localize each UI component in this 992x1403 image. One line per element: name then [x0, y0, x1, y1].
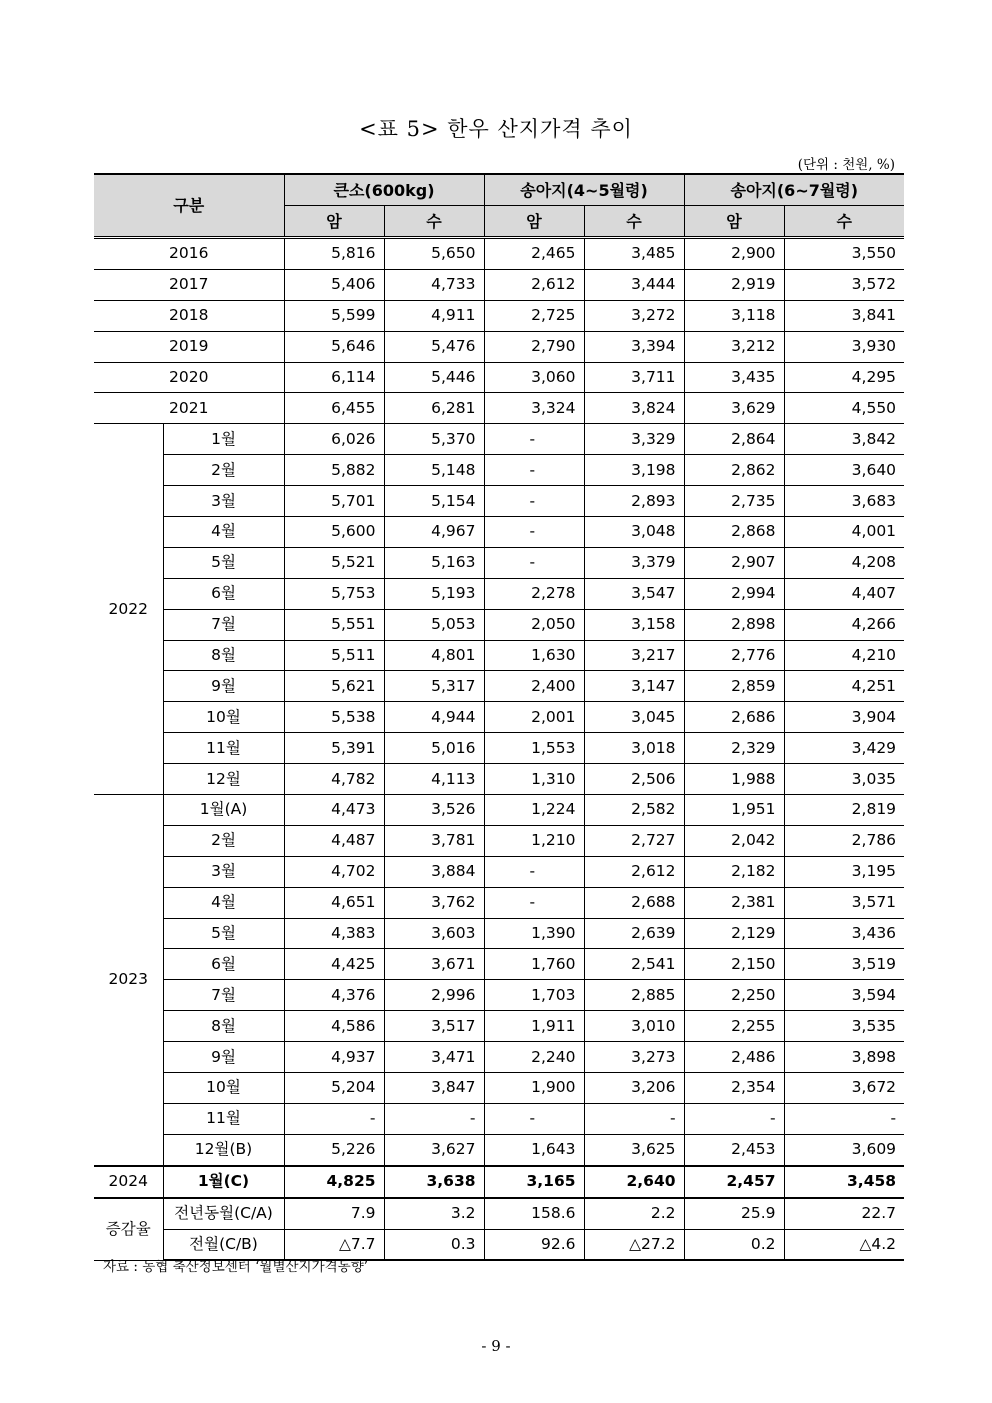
- source-note: 자료 : 농협 축산정보센터 ‘월별산지가격동향’: [103, 1259, 369, 1275]
- value-cell: 5,538: [284, 702, 384, 733]
- value-cell: 1,760: [484, 949, 584, 980]
- month-label: 4월: [163, 887, 284, 918]
- month-label: 3월: [163, 486, 284, 517]
- value-cell: 5,599: [284, 300, 384, 331]
- value-cell: 2,735: [684, 486, 784, 517]
- table-title: <표 5> 한우 산지가격 추이: [359, 117, 633, 141]
- value-cell: 5,148: [384, 455, 484, 486]
- value-cell: 3,158: [584, 609, 684, 640]
- table-row: [94, 486, 904, 517]
- value-cell: 2,255: [684, 1011, 784, 1042]
- table-row: [94, 393, 904, 424]
- table-row: [94, 455, 904, 486]
- value-cell: 3,629: [684, 393, 784, 424]
- value-cell: 2,790: [484, 331, 584, 362]
- value-cell: 5,701: [284, 486, 384, 517]
- month-label: 8월: [163, 1011, 284, 1042]
- value-cell: 3,517: [384, 1011, 484, 1042]
- value-cell: 3,683: [784, 486, 904, 517]
- table-row: [94, 1042, 904, 1073]
- value-cell: 2,898: [684, 609, 784, 640]
- value-cell: 2,381: [684, 887, 784, 918]
- table-row: [94, 331, 904, 362]
- header-male: 수: [584, 206, 684, 238]
- value-cell: 3,206: [584, 1073, 684, 1104]
- value-cell: 2,050: [484, 609, 584, 640]
- value-cell: 5,053: [384, 609, 484, 640]
- value-cell: 4,208: [784, 547, 904, 578]
- value-cell: 3,842: [784, 424, 904, 455]
- table-row: [94, 795, 904, 826]
- table-row: [94, 918, 904, 949]
- year-label: 2022: [94, 424, 163, 795]
- header-female: 암: [484, 206, 584, 238]
- value-cell: 2,506: [584, 764, 684, 795]
- value-cell: 3,898: [784, 1042, 904, 1073]
- value-cell: 2,639: [584, 918, 684, 949]
- value-cell: 2,612: [584, 856, 684, 887]
- year-label: 2019: [94, 331, 284, 362]
- value-cell: 1,703: [484, 980, 584, 1011]
- value-cell: 6,455: [284, 393, 384, 424]
- value-cell: 2,329: [684, 733, 784, 764]
- value-cell: 3,526: [384, 795, 484, 826]
- value-cell: 4,967: [384, 517, 484, 548]
- value-cell: 1,900: [484, 1073, 584, 1104]
- value-cell: 3,638: [384, 1166, 484, 1198]
- value-cell: 2,859: [684, 671, 784, 702]
- month-label: 3월: [163, 856, 284, 887]
- value-cell: 2,686: [684, 702, 784, 733]
- table-row: [94, 887, 904, 918]
- year-label: 2024: [94, 1166, 163, 1198]
- value-cell: 3,547: [584, 578, 684, 609]
- value-cell: -: [484, 517, 584, 548]
- value-cell: -: [484, 547, 584, 578]
- value-cell: 0.3: [384, 1229, 484, 1260]
- value-cell: 3,824: [584, 393, 684, 424]
- table-row: [94, 547, 904, 578]
- month-label: 8월: [163, 640, 284, 671]
- value-cell: -: [484, 887, 584, 918]
- value-cell: 3,165: [484, 1166, 584, 1198]
- value-cell: 2,725: [484, 300, 584, 331]
- value-cell: 5,600: [284, 517, 384, 548]
- value-cell: 3,273: [584, 1042, 684, 1073]
- table-row: [94, 609, 904, 640]
- value-cell: 5,163: [384, 547, 484, 578]
- value-cell: 3,535: [784, 1011, 904, 1042]
- value-cell: 3,625: [584, 1134, 684, 1165]
- year-label: 2020: [94, 362, 284, 393]
- value-cell: 3,847: [384, 1073, 484, 1104]
- value-cell: 4,782: [284, 764, 384, 795]
- value-cell: 3,884: [384, 856, 484, 887]
- value-cell: 3,471: [384, 1042, 484, 1073]
- value-cell: -: [484, 486, 584, 517]
- value-cell: 4,801: [384, 640, 484, 671]
- value-cell: -: [484, 856, 584, 887]
- value-cell: 3,458: [784, 1166, 904, 1198]
- table-row: [94, 269, 904, 300]
- value-cell: 3,217: [584, 640, 684, 671]
- value-cell: 3,594: [784, 980, 904, 1011]
- value-cell: 4,473: [284, 795, 384, 826]
- value-cell: 3,035: [784, 764, 904, 795]
- value-cell: 1,911: [484, 1011, 584, 1042]
- value-cell: 1,553: [484, 733, 584, 764]
- table-row: [94, 300, 904, 331]
- table-row: [94, 825, 904, 856]
- month-label: 6월: [163, 949, 284, 980]
- value-cell: 5,446: [384, 362, 484, 393]
- value-cell: 4,733: [384, 269, 484, 300]
- year-label: 2018: [94, 300, 284, 331]
- value-cell: 3,329: [584, 424, 684, 455]
- value-cell: 2,612: [484, 269, 584, 300]
- value-cell: 4,487: [284, 825, 384, 856]
- value-cell: 3,672: [784, 1073, 904, 1104]
- value-cell: 2,919: [684, 269, 784, 300]
- value-cell: 4,251: [784, 671, 904, 702]
- header-calf-6-7: 송아지(6~7월령): [684, 174, 904, 206]
- value-cell: 92.6: [484, 1229, 584, 1260]
- value-cell: 3,198: [584, 455, 684, 486]
- value-cell: 2,907: [684, 547, 784, 578]
- value-cell: 6,281: [384, 393, 484, 424]
- value-cell: 1,210: [484, 825, 584, 856]
- value-cell: 4,651: [284, 887, 384, 918]
- table-row: [94, 578, 904, 609]
- header-calf-4-5: 송아지(4~5월령): [484, 174, 684, 206]
- header-male: 수: [384, 206, 484, 238]
- header-big-cattle: 큰소(600kg): [284, 174, 484, 206]
- value-cell: 25.9: [684, 1198, 784, 1229]
- value-cell: 5,204: [284, 1073, 384, 1104]
- value-cell: 2,864: [684, 424, 784, 455]
- value-cell: 3,429: [784, 733, 904, 764]
- value-cell: 3,010: [584, 1011, 684, 1042]
- value-cell: 3,444: [584, 269, 684, 300]
- value-cell: 5,753: [284, 578, 384, 609]
- year-label: 2023: [94, 795, 163, 1166]
- value-cell: 4,550: [784, 393, 904, 424]
- value-cell: △7.7: [284, 1229, 384, 1260]
- value-cell: -: [684, 1103, 784, 1134]
- table-row: [94, 517, 904, 548]
- value-cell: 3,045: [584, 702, 684, 733]
- value-cell: 7.9: [284, 1198, 384, 1229]
- month-label: 4월: [163, 517, 284, 548]
- value-cell: 5,551: [284, 609, 384, 640]
- year-label: 2021: [94, 393, 284, 424]
- value-cell: 3,571: [784, 887, 904, 918]
- value-cell: 1,630: [484, 640, 584, 671]
- value-cell: 5,511: [284, 640, 384, 671]
- table-row: [94, 764, 904, 795]
- value-cell: 3,841: [784, 300, 904, 331]
- value-cell: 3,627: [384, 1134, 484, 1165]
- value-cell: 3,394: [584, 331, 684, 362]
- month-label: 1월(C): [163, 1166, 284, 1198]
- change-label: 증감율: [94, 1198, 163, 1261]
- value-cell: 2,688: [584, 887, 684, 918]
- header-category: 구분: [94, 174, 284, 238]
- month-label: 7월: [163, 980, 284, 1011]
- value-cell: 3,379: [584, 547, 684, 578]
- table-row: [94, 980, 904, 1011]
- value-cell: 4,944: [384, 702, 484, 733]
- month-label: 1월(A): [163, 795, 284, 826]
- value-cell: 2,994: [684, 578, 784, 609]
- value-cell: -: [784, 1103, 904, 1134]
- value-cell: 2,900: [684, 238, 784, 270]
- value-cell: 2,250: [684, 980, 784, 1011]
- table-row: [94, 1103, 904, 1134]
- value-cell: 5,621: [284, 671, 384, 702]
- value-cell: 3,550: [784, 238, 904, 270]
- month-label: 11월: [163, 733, 284, 764]
- value-cell: 4,376: [284, 980, 384, 1011]
- value-cell: △4.2: [784, 1229, 904, 1260]
- value-cell: 5,226: [284, 1134, 384, 1165]
- year-label: 2017: [94, 269, 284, 300]
- value-cell: 0.2: [684, 1229, 784, 1260]
- page-number: - 9 -: [481, 1337, 511, 1355]
- value-cell: 3,711: [584, 362, 684, 393]
- value-cell: 3,640: [784, 455, 904, 486]
- value-cell: 4,113: [384, 764, 484, 795]
- value-cell: -: [484, 455, 584, 486]
- month-label: 1월: [163, 424, 284, 455]
- table-row: [94, 1073, 904, 1104]
- header-female: 암: [284, 206, 384, 238]
- value-cell: 3,272: [584, 300, 684, 331]
- table-row: [94, 424, 904, 455]
- month-label: 10월: [163, 702, 284, 733]
- value-cell: 3,147: [584, 671, 684, 702]
- value-cell: 5,193: [384, 578, 484, 609]
- value-cell: 2,640: [584, 1166, 684, 1198]
- value-cell: 3,435: [684, 362, 784, 393]
- header-male: 수: [784, 206, 904, 238]
- value-cell: 4,210: [784, 640, 904, 671]
- value-cell: -: [484, 424, 584, 455]
- value-cell: 3,118: [684, 300, 784, 331]
- value-cell: 2,240: [484, 1042, 584, 1073]
- value-cell: 5,882: [284, 455, 384, 486]
- value-cell: 2,893: [584, 486, 684, 517]
- value-cell: 2,400: [484, 671, 584, 702]
- value-cell: 1,988: [684, 764, 784, 795]
- value-cell: 2,786: [784, 825, 904, 856]
- value-cell: -: [584, 1103, 684, 1134]
- value-cell: 2,453: [684, 1134, 784, 1165]
- value-cell: 4,586: [284, 1011, 384, 1042]
- value-cell: 2,819: [784, 795, 904, 826]
- header-female: 암: [684, 206, 784, 238]
- value-cell: 3.2: [384, 1198, 484, 1229]
- value-cell: 3,324: [484, 393, 584, 424]
- month-label: 2월: [163, 455, 284, 486]
- value-cell: 3,018: [584, 733, 684, 764]
- change-row-label: 전월(C/B): [163, 1229, 284, 1260]
- value-cell: 2,486: [684, 1042, 784, 1073]
- month-label: 9월: [163, 671, 284, 702]
- value-cell: △27.2: [584, 1229, 684, 1260]
- value-cell: 3,572: [784, 269, 904, 300]
- value-cell: 5,016: [384, 733, 484, 764]
- value-cell: 4,702: [284, 856, 384, 887]
- value-cell: 3,048: [584, 517, 684, 548]
- month-label: 12월(B): [163, 1134, 284, 1165]
- value-cell: -: [284, 1103, 384, 1134]
- value-cell: 5,650: [384, 238, 484, 270]
- value-cell: 3,212: [684, 331, 784, 362]
- month-label: 11월: [163, 1103, 284, 1134]
- month-label: 5월: [163, 918, 284, 949]
- value-cell: 5,816: [284, 238, 384, 270]
- value-cell: 1,951: [684, 795, 784, 826]
- value-cell: 4,266: [784, 609, 904, 640]
- value-cell: 4,937: [284, 1042, 384, 1073]
- value-cell: 1,390: [484, 918, 584, 949]
- value-cell: 5,370: [384, 424, 484, 455]
- month-label: 2월: [163, 825, 284, 856]
- value-cell: 5,317: [384, 671, 484, 702]
- value-cell: -: [384, 1103, 484, 1134]
- table-row: [94, 1166, 904, 1198]
- table-row: [94, 640, 904, 671]
- value-cell: 2,776: [684, 640, 784, 671]
- table-row: [94, 733, 904, 764]
- month-label: 5월: [163, 547, 284, 578]
- change-row-label: 전년동월(C/A): [163, 1198, 284, 1229]
- value-cell: 5,406: [284, 269, 384, 300]
- unit-note: (단위 : 천원, %): [797, 157, 895, 173]
- value-cell: 6,114: [284, 362, 384, 393]
- value-cell: 2,885: [584, 980, 684, 1011]
- table-row: [94, 949, 904, 980]
- value-cell: 3,609: [784, 1134, 904, 1165]
- value-cell: 5,646: [284, 331, 384, 362]
- value-cell: 2,150: [684, 949, 784, 980]
- table-row: [94, 856, 904, 887]
- value-cell: 158.6: [484, 1198, 584, 1229]
- value-cell: 2,868: [684, 517, 784, 548]
- value-cell: 5,154: [384, 486, 484, 517]
- value-cell: 3,485: [584, 238, 684, 270]
- value-cell: 3,060: [484, 362, 584, 393]
- month-label: 7월: [163, 609, 284, 640]
- value-cell: 2,457: [684, 1166, 784, 1198]
- value-cell: 2,465: [484, 238, 584, 270]
- value-cell: 1,643: [484, 1134, 584, 1165]
- value-cell: 1,224: [484, 795, 584, 826]
- value-cell: 3,904: [784, 702, 904, 733]
- value-cell: 3,671: [384, 949, 484, 980]
- value-cell: 2,042: [684, 825, 784, 856]
- value-cell: 4,825: [284, 1166, 384, 1198]
- value-cell: 3,762: [384, 887, 484, 918]
- value-cell: 6,026: [284, 424, 384, 455]
- table-row: [94, 1011, 904, 1042]
- value-cell: 3,195: [784, 856, 904, 887]
- month-label: 6월: [163, 578, 284, 609]
- value-cell: 2,182: [684, 856, 784, 887]
- table-row: [94, 1198, 904, 1229]
- value-cell: 1,310: [484, 764, 584, 795]
- value-cell: 3,603: [384, 918, 484, 949]
- value-cell: -: [484, 1103, 584, 1134]
- value-cell: 4,001: [784, 517, 904, 548]
- value-cell: 2.2: [584, 1198, 684, 1229]
- month-label: 10월: [163, 1073, 284, 1104]
- value-cell: 3,436: [784, 918, 904, 949]
- table-row: [94, 702, 904, 733]
- value-cell: 2,582: [584, 795, 684, 826]
- table-body: [94, 238, 904, 1261]
- table-row: [94, 362, 904, 393]
- value-cell: 2,541: [584, 949, 684, 980]
- month-label: 9월: [163, 1042, 284, 1073]
- value-cell: 3,930: [784, 331, 904, 362]
- value-cell: 2,354: [684, 1073, 784, 1104]
- value-cell: 5,521: [284, 547, 384, 578]
- table-row: [94, 238, 904, 270]
- value-cell: 2,129: [684, 918, 784, 949]
- price-table: [94, 173, 904, 1261]
- value-cell: 2,862: [684, 455, 784, 486]
- value-cell: 4,407: [784, 578, 904, 609]
- value-cell: 5,391: [284, 733, 384, 764]
- value-cell: 3,519: [784, 949, 904, 980]
- month-label: 12월: [163, 764, 284, 795]
- table-row: [94, 1134, 904, 1165]
- year-label: 2016: [94, 238, 284, 270]
- value-cell: 2,278: [484, 578, 584, 609]
- value-cell: 3,781: [384, 825, 484, 856]
- value-cell: 2,727: [584, 825, 684, 856]
- table-row: [94, 671, 904, 702]
- value-cell: 4,383: [284, 918, 384, 949]
- value-cell: 4,911: [384, 300, 484, 331]
- value-cell: 4,425: [284, 949, 384, 980]
- value-cell: 22.7: [784, 1198, 904, 1229]
- value-cell: 5,476: [384, 331, 484, 362]
- value-cell: 2,001: [484, 702, 584, 733]
- value-cell: 4,295: [784, 362, 904, 393]
- value-cell: 2,996: [384, 980, 484, 1011]
